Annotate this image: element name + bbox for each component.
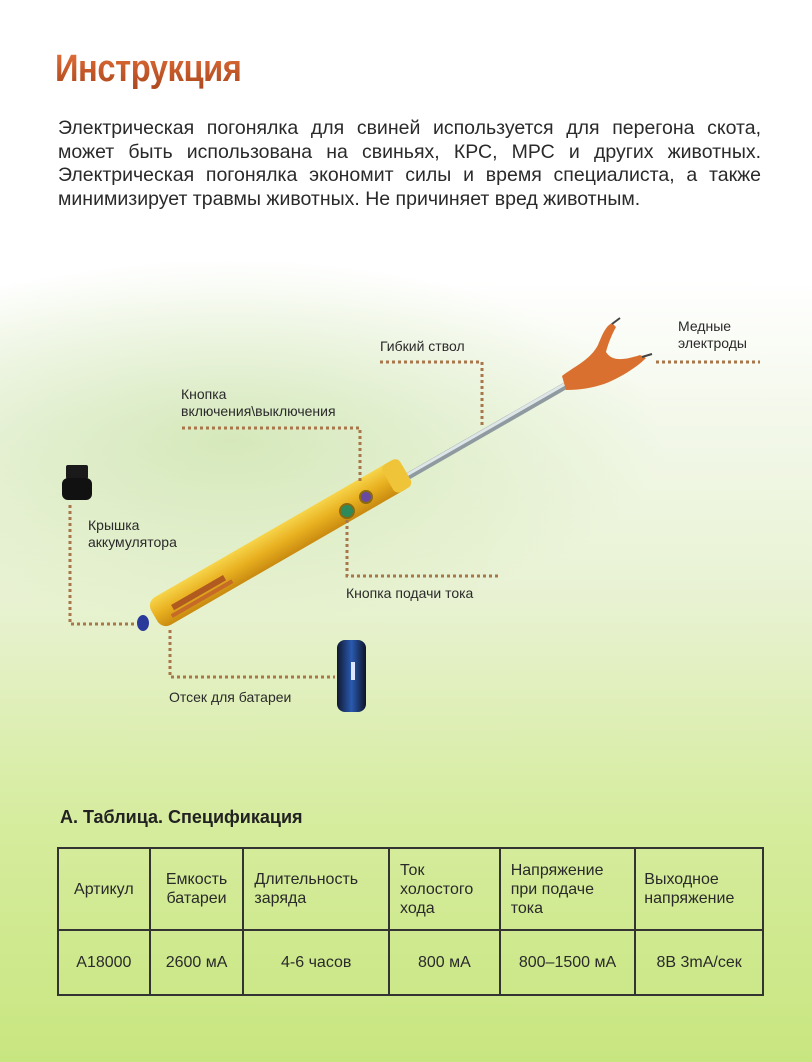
cell-article: А18000 <box>58 930 150 995</box>
header-line: Ток <box>400 861 425 879</box>
current-button-icon <box>340 504 354 518</box>
flexible-shaft <box>405 380 572 478</box>
header-line: Артикул <box>74 880 134 898</box>
cell-charge-duration: 4-6 часов <box>243 930 389 995</box>
header-line: при подаче <box>510 880 594 898</box>
label-current-button: Кнопка подачи тока <box>346 585 474 601</box>
label-battery-compartment: Отсек для батареи <box>169 689 292 705</box>
intro-paragraph: Электрическая погонялка для свиней используется для перегона скота, может быть использована на свиньях, КРС, МРС и других животных. Электрическая погонялка экономит силы и время специалиста, а также минимизирует травмы животных. Не причиняет вред животным. <box>58 117 761 210</box>
cell-supply-voltage: 800–1500 мА <box>500 930 636 995</box>
battery-cap-icon <box>62 465 92 500</box>
header-cell <box>150 848 244 930</box>
header-line: холостого <box>400 880 474 898</box>
label-power-button-line1: Кнопка <box>181 386 227 402</box>
label-power-button-line2: включения\выключения <box>181 403 336 419</box>
spec-data-row <box>58 930 763 995</box>
header-line: хода <box>400 899 435 917</box>
label-copper-electrodes-line1: Медные <box>678 318 732 334</box>
copper-electrodes <box>562 318 652 390</box>
header-cell <box>58 848 150 930</box>
cell-output-voltage: 8В 3mА/сек <box>635 930 763 995</box>
handle-end-cap <box>137 615 149 631</box>
spec-header-row <box>58 848 763 930</box>
label-flexible-shaft: Гибкий ствол <box>380 338 465 354</box>
spec-table <box>57 847 764 996</box>
header-cell <box>243 848 389 930</box>
cell-battery-capacity: 2600 мА <box>150 930 244 995</box>
header-line: заряда <box>254 890 307 907</box>
label-battery-cap-line1: Крышка <box>88 517 140 533</box>
header-line: Напряжение <box>510 861 604 879</box>
header-cell <box>635 848 763 930</box>
label-battery-cap-line2: аккумулятора <box>88 534 177 550</box>
header-line: батареи <box>166 890 227 907</box>
header-line: Емкость <box>165 871 228 888</box>
page-title: Инструкция <box>55 48 242 90</box>
header-line: Выходное <box>644 871 719 888</box>
header-cell <box>500 848 636 930</box>
handle <box>146 457 413 630</box>
header-line: тока <box>510 899 543 917</box>
spec-table-title: А. Таблица. Спецификация <box>60 807 303 827</box>
header-line: напряжение <box>644 890 735 907</box>
cell-idle-current: 800 мА <box>389 930 500 995</box>
header-line: Длительность <box>254 871 359 888</box>
power-button-icon <box>360 491 372 503</box>
header-cell <box>389 848 500 930</box>
battery-icon <box>337 640 366 712</box>
leader-lines <box>70 362 760 677</box>
label-copper-electrodes-line2: электроды <box>678 335 747 351</box>
